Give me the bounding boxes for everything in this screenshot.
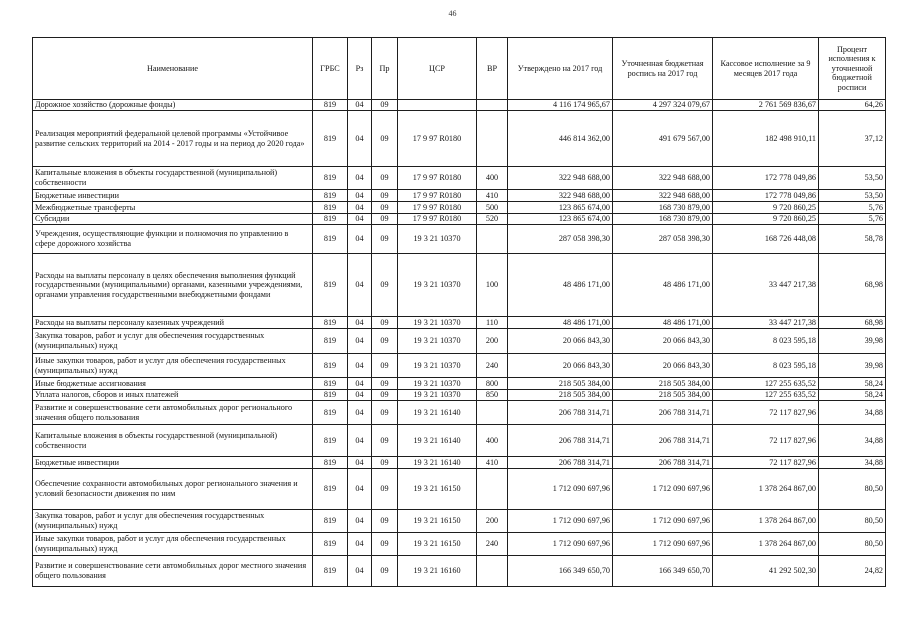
cell-grbs: 819 bbox=[313, 329, 348, 354]
cell-percent: 68,98 bbox=[819, 254, 886, 317]
cell-vr: 240 bbox=[477, 354, 508, 378]
cell-pr: 09 bbox=[372, 317, 398, 329]
table-row bbox=[33, 190, 886, 202]
cell-name: Уплата налогов, сборов и иных платежей bbox=[33, 390, 313, 401]
header-executed: Кассовое исполнение за 9 месяцев 2017 года bbox=[713, 38, 819, 100]
cell-vr bbox=[477, 100, 508, 111]
cell-name: Субсидии bbox=[33, 214, 313, 225]
cell-executed: 72 117 827,96 bbox=[713, 457, 819, 469]
cell-approved: 20 066 843,30 bbox=[508, 329, 613, 354]
cell-rz: 04 bbox=[348, 425, 372, 457]
page-number: 46 bbox=[448, 9, 457, 18]
cell-refined: 287 058 398,30 bbox=[613, 225, 713, 254]
cell-refined: 206 788 314,71 bbox=[613, 425, 713, 457]
table-row bbox=[33, 401, 886, 425]
cell-vr bbox=[477, 225, 508, 254]
cell-vr bbox=[477, 111, 508, 167]
cell-csr: 19 3 21 16160 bbox=[398, 556, 477, 587]
cell-name: Бюджетные инвестиции bbox=[33, 190, 313, 202]
cell-refined: 218 505 384,00 bbox=[613, 390, 713, 401]
cell-refined: 206 788 314,71 bbox=[613, 401, 713, 425]
cell-vr: 200 bbox=[477, 510, 508, 533]
cell-executed: 9 720 860,25 bbox=[713, 202, 819, 214]
cell-refined: 168 730 879,00 bbox=[613, 202, 713, 214]
cell-rz: 04 bbox=[348, 378, 372, 390]
cell-rz: 04 bbox=[348, 167, 372, 190]
cell-rz: 04 bbox=[348, 202, 372, 214]
table-row bbox=[33, 425, 886, 457]
cell-name: Капитальные вложения в объекты государственной (муниципальной) собственности bbox=[33, 425, 313, 457]
cell-vr: 850 bbox=[477, 390, 508, 401]
cell-refined: 48 486 171,00 bbox=[613, 317, 713, 329]
table-row bbox=[33, 100, 886, 111]
cell-approved: 322 948 688,00 bbox=[508, 190, 613, 202]
table-row bbox=[33, 510, 886, 533]
cell-pr: 09 bbox=[372, 425, 398, 457]
cell-percent: 39,98 bbox=[819, 354, 886, 378]
cell-grbs: 819 bbox=[313, 214, 348, 225]
cell-grbs: 819 bbox=[313, 254, 348, 317]
table-row bbox=[33, 202, 886, 214]
cell-grbs: 819 bbox=[313, 225, 348, 254]
cell-percent: 80,50 bbox=[819, 510, 886, 533]
cell-approved: 1 712 090 697,96 bbox=[508, 469, 613, 510]
cell-percent: 80,50 bbox=[819, 469, 886, 510]
cell-executed: 172 778 049,86 bbox=[713, 190, 819, 202]
cell-grbs: 819 bbox=[313, 457, 348, 469]
cell-vr: 410 bbox=[477, 457, 508, 469]
cell-percent: 34,88 bbox=[819, 401, 886, 425]
cell-approved: 4 116 174 965,67 bbox=[508, 100, 613, 111]
cell-pr: 09 bbox=[372, 354, 398, 378]
cell-rz: 04 bbox=[348, 390, 372, 401]
cell-csr: 19 3 21 10370 bbox=[398, 329, 477, 354]
cell-executed: 1 378 264 867,00 bbox=[713, 510, 819, 533]
table-header bbox=[33, 38, 886, 100]
cell-name: Расходы на выплаты персоналу казенных учреждений bbox=[33, 317, 313, 329]
cell-grbs: 819 bbox=[313, 354, 348, 378]
cell-approved: 206 788 314,71 bbox=[508, 425, 613, 457]
cell-pr: 09 bbox=[372, 401, 398, 425]
cell-percent: 64,26 bbox=[819, 100, 886, 111]
cell-approved: 123 865 674,00 bbox=[508, 202, 613, 214]
cell-grbs: 819 bbox=[313, 425, 348, 457]
cell-vr: 110 bbox=[477, 317, 508, 329]
cell-name: Развитие и совершенствование сети автомобильных дорог регионального значения общего пользования bbox=[33, 401, 313, 425]
cell-grbs: 819 bbox=[313, 378, 348, 390]
table-row bbox=[33, 533, 886, 556]
cell-csr bbox=[398, 100, 477, 111]
cell-csr: 19 3 21 16150 bbox=[398, 469, 477, 510]
cell-pr: 09 bbox=[372, 329, 398, 354]
cell-refined: 1 712 090 697,96 bbox=[613, 469, 713, 510]
cell-rz: 04 bbox=[348, 111, 372, 167]
header-vr: ВР bbox=[477, 38, 508, 100]
cell-executed: 9 720 860,25 bbox=[713, 214, 819, 225]
cell-executed: 1 378 264 867,00 bbox=[713, 469, 819, 510]
cell-pr: 09 bbox=[372, 202, 398, 214]
table-row bbox=[33, 457, 886, 469]
cell-csr: 19 3 21 10370 bbox=[398, 254, 477, 317]
cell-pr: 09 bbox=[372, 111, 398, 167]
table-row bbox=[33, 329, 886, 354]
cell-vr bbox=[477, 401, 508, 425]
cell-approved: 287 058 398,30 bbox=[508, 225, 613, 254]
cell-grbs: 819 bbox=[313, 390, 348, 401]
cell-approved: 218 505 384,00 bbox=[508, 378, 613, 390]
cell-rz: 04 bbox=[348, 469, 372, 510]
cell-rz: 04 bbox=[348, 100, 372, 111]
cell-approved: 1 712 090 697,96 bbox=[508, 533, 613, 556]
cell-refined: 1 712 090 697,96 bbox=[613, 533, 713, 556]
cell-percent: 34,88 bbox=[819, 457, 886, 469]
cell-pr: 09 bbox=[372, 533, 398, 556]
cell-name: Закупка товаров, работ и услуг для обеспечения государственных (муниципальных) нужд bbox=[33, 510, 313, 533]
cell-pr: 09 bbox=[372, 190, 398, 202]
header-refined: Уточненная бюджетная роспись на 2017 год bbox=[613, 38, 713, 100]
cell-executed: 1 378 264 867,00 bbox=[713, 533, 819, 556]
cell-pr: 09 bbox=[372, 254, 398, 317]
cell-executed: 127 255 635,52 bbox=[713, 390, 819, 401]
cell-rz: 04 bbox=[348, 190, 372, 202]
cell-csr: 19 3 21 10370 bbox=[398, 225, 477, 254]
cell-pr: 09 bbox=[372, 556, 398, 587]
cell-grbs: 819 bbox=[313, 111, 348, 167]
cell-percent: 58,78 bbox=[819, 225, 886, 254]
cell-csr: 19 3 21 10370 bbox=[398, 317, 477, 329]
cell-vr: 410 bbox=[477, 190, 508, 202]
cell-pr: 09 bbox=[372, 214, 398, 225]
cell-pr: 09 bbox=[372, 167, 398, 190]
cell-executed: 127 255 635,52 bbox=[713, 378, 819, 390]
table-row bbox=[33, 378, 886, 390]
cell-approved: 1 712 090 697,96 bbox=[508, 510, 613, 533]
table-row bbox=[33, 317, 886, 329]
cell-csr: 19 3 21 10370 bbox=[398, 378, 477, 390]
budget-table bbox=[32, 37, 886, 587]
header-percent: Процент исполнения к уточненной бюджетной росписи bbox=[819, 38, 886, 100]
cell-csr: 17 9 97 R0180 bbox=[398, 214, 477, 225]
cell-refined: 20 066 843,30 bbox=[613, 329, 713, 354]
header-rz: Рз bbox=[348, 38, 372, 100]
cell-vr: 500 bbox=[477, 202, 508, 214]
cell-name: Капитальные вложения в объекты государственной (муниципальной) собственности bbox=[33, 167, 313, 190]
cell-rz: 04 bbox=[348, 533, 372, 556]
cell-approved: 166 349 650,70 bbox=[508, 556, 613, 587]
cell-vr bbox=[477, 556, 508, 587]
cell-percent: 34,88 bbox=[819, 425, 886, 457]
cell-executed: 41 292 502,30 bbox=[713, 556, 819, 587]
cell-percent: 24,82 bbox=[819, 556, 886, 587]
cell-refined: 4 297 324 079,67 bbox=[613, 100, 713, 111]
cell-executed: 72 117 827,96 bbox=[713, 425, 819, 457]
cell-name: Межбюджетные трансферты bbox=[33, 202, 313, 214]
table-row bbox=[33, 111, 886, 167]
cell-csr: 19 3 21 16140 bbox=[398, 457, 477, 469]
cell-pr: 09 bbox=[372, 457, 398, 469]
cell-rz: 04 bbox=[348, 225, 372, 254]
table-row bbox=[33, 214, 886, 225]
cell-csr: 17 9 97 R0180 bbox=[398, 190, 477, 202]
cell-csr: 19 3 21 16150 bbox=[398, 510, 477, 533]
cell-pr: 09 bbox=[372, 469, 398, 510]
cell-approved: 206 788 314,71 bbox=[508, 401, 613, 425]
cell-refined: 491 679 567,00 bbox=[613, 111, 713, 167]
cell-percent: 37,12 bbox=[819, 111, 886, 167]
cell-grbs: 819 bbox=[313, 469, 348, 510]
table-row bbox=[33, 225, 886, 254]
cell-refined: 322 948 688,00 bbox=[613, 190, 713, 202]
cell-pr: 09 bbox=[372, 390, 398, 401]
cell-pr: 09 bbox=[372, 100, 398, 111]
cell-pr: 09 bbox=[372, 378, 398, 390]
cell-vr: 200 bbox=[477, 329, 508, 354]
cell-grbs: 819 bbox=[313, 100, 348, 111]
cell-grbs: 819 bbox=[313, 167, 348, 190]
cell-rz: 04 bbox=[348, 401, 372, 425]
cell-executed: 33 447 217,38 bbox=[713, 254, 819, 317]
cell-refined: 218 505 384,00 bbox=[613, 378, 713, 390]
cell-approved: 322 948 688,00 bbox=[508, 167, 613, 190]
cell-grbs: 819 bbox=[313, 190, 348, 202]
cell-vr: 240 bbox=[477, 533, 508, 556]
cell-pr: 09 bbox=[372, 510, 398, 533]
cell-rz: 04 bbox=[348, 556, 372, 587]
cell-percent: 80,50 bbox=[819, 533, 886, 556]
cell-name: Развитие и совершенствование сети автомобильных дорог местного значения общего пользования bbox=[33, 556, 313, 587]
cell-percent: 68,98 bbox=[819, 317, 886, 329]
cell-approved: 20 066 843,30 bbox=[508, 354, 613, 378]
table-row bbox=[33, 254, 886, 317]
cell-name: Обеспечение сохранности автомобильных дорог регионального значения и условий безопасности движения по ним bbox=[33, 469, 313, 510]
cell-approved: 206 788 314,71 bbox=[508, 457, 613, 469]
cell-approved: 218 505 384,00 bbox=[508, 390, 613, 401]
cell-vr: 520 bbox=[477, 214, 508, 225]
cell-name: Реализация мероприятий федеральной целевой программы «Устойчивое развитие сельских территорий на 2014 - 2017 годы и на период до 2020 года» bbox=[33, 111, 313, 167]
cell-vr: 400 bbox=[477, 167, 508, 190]
cell-percent: 5,76 bbox=[819, 214, 886, 225]
table-row bbox=[33, 556, 886, 587]
cell-percent: 53,50 bbox=[819, 167, 886, 190]
cell-pr: 09 bbox=[372, 225, 398, 254]
cell-csr: 17 9 97 R0180 bbox=[398, 167, 477, 190]
cell-refined: 20 066 843,30 bbox=[613, 354, 713, 378]
cell-refined: 166 349 650,70 bbox=[613, 556, 713, 587]
cell-vr: 100 bbox=[477, 254, 508, 317]
cell-grbs: 819 bbox=[313, 556, 348, 587]
table-row bbox=[33, 469, 886, 510]
table-row bbox=[33, 167, 886, 190]
cell-name: Бюджетные инвестиции bbox=[33, 457, 313, 469]
cell-grbs: 819 bbox=[313, 317, 348, 329]
cell-name: Иные закупки товаров, работ и услуг для обеспечения государственных (муниципальных) нужд bbox=[33, 354, 313, 378]
cell-rz: 04 bbox=[348, 510, 372, 533]
cell-executed: 182 498 910,11 bbox=[713, 111, 819, 167]
cell-name: Учреждения, осуществляющие функции и полномочия по управлению в сфере дорожного хозяйства bbox=[33, 225, 313, 254]
header-name: Наименование bbox=[33, 38, 313, 100]
cell-csr: 19 3 21 16140 bbox=[398, 425, 477, 457]
cell-grbs: 819 bbox=[313, 202, 348, 214]
cell-vr: 400 bbox=[477, 425, 508, 457]
cell-executed: 8 023 595,18 bbox=[713, 354, 819, 378]
header-row bbox=[33, 38, 886, 100]
cell-percent: 5,76 bbox=[819, 202, 886, 214]
cell-name: Иные бюджетные ассигнования bbox=[33, 378, 313, 390]
cell-percent: 39,98 bbox=[819, 329, 886, 354]
cell-grbs: 819 bbox=[313, 533, 348, 556]
cell-csr: 17 9 97 R0180 bbox=[398, 202, 477, 214]
cell-grbs: 819 bbox=[313, 510, 348, 533]
header-csr: ЦСР bbox=[398, 38, 477, 100]
cell-name: Иные закупки товаров, работ и услуг для обеспечения государственных (муниципальных) нужд bbox=[33, 533, 313, 556]
cell-rz: 04 bbox=[348, 214, 372, 225]
cell-percent: 53,50 bbox=[819, 190, 886, 202]
cell-refined: 48 486 171,00 bbox=[613, 254, 713, 317]
table-row bbox=[33, 390, 886, 401]
cell-csr: 17 9 97 R0180 bbox=[398, 111, 477, 167]
cell-executed: 2 761 569 836,67 bbox=[713, 100, 819, 111]
cell-rz: 04 bbox=[348, 457, 372, 469]
cell-vr bbox=[477, 469, 508, 510]
cell-executed: 8 023 595,18 bbox=[713, 329, 819, 354]
cell-executed: 172 778 049,86 bbox=[713, 167, 819, 190]
cell-name: Дорожное хозяйство (дорожные фонды) bbox=[33, 100, 313, 111]
cell-rz: 04 bbox=[348, 354, 372, 378]
header-approved: Утверждено на 2017 год bbox=[508, 38, 613, 100]
cell-approved: 123 865 674,00 bbox=[508, 214, 613, 225]
cell-refined: 322 948 688,00 bbox=[613, 167, 713, 190]
cell-name: Расходы на выплаты персоналу в целях обеспечения выполнения функций государственными (муниципальными) органами, казенными учреждениями, органами управления государственными внебюджетными фондами bbox=[33, 254, 313, 317]
cell-approved: 48 486 171,00 bbox=[508, 317, 613, 329]
cell-csr: 19 3 21 16150 bbox=[398, 533, 477, 556]
header-grbs: ГРБС bbox=[313, 38, 348, 100]
cell-rz: 04 bbox=[348, 329, 372, 354]
cell-csr: 19 3 21 10370 bbox=[398, 390, 477, 401]
cell-csr: 19 3 21 10370 bbox=[398, 354, 477, 378]
cell-rz: 04 bbox=[348, 317, 372, 329]
cell-percent: 58,24 bbox=[819, 390, 886, 401]
cell-csr: 19 3 21 16140 bbox=[398, 401, 477, 425]
cell-approved: 446 814 362,00 bbox=[508, 111, 613, 167]
table-row bbox=[33, 354, 886, 378]
cell-executed: 72 117 827,96 bbox=[713, 401, 819, 425]
cell-vr: 800 bbox=[477, 378, 508, 390]
table-body bbox=[33, 100, 886, 587]
cell-percent: 58,24 bbox=[819, 378, 886, 390]
cell-rz: 04 bbox=[348, 254, 372, 317]
cell-executed: 33 447 217,38 bbox=[713, 317, 819, 329]
cell-refined: 168 730 879,00 bbox=[613, 214, 713, 225]
cell-grbs: 819 bbox=[313, 401, 348, 425]
cell-name: Закупка товаров, работ и услуг для обеспечения государственных (муниципальных) нужд bbox=[33, 329, 313, 354]
header-pr: Пр bbox=[372, 38, 398, 100]
cell-refined: 206 788 314,71 bbox=[613, 457, 713, 469]
cell-refined: 1 712 090 697,96 bbox=[613, 510, 713, 533]
cell-approved: 48 486 171,00 bbox=[508, 254, 613, 317]
cell-executed: 168 726 448,08 bbox=[713, 225, 819, 254]
